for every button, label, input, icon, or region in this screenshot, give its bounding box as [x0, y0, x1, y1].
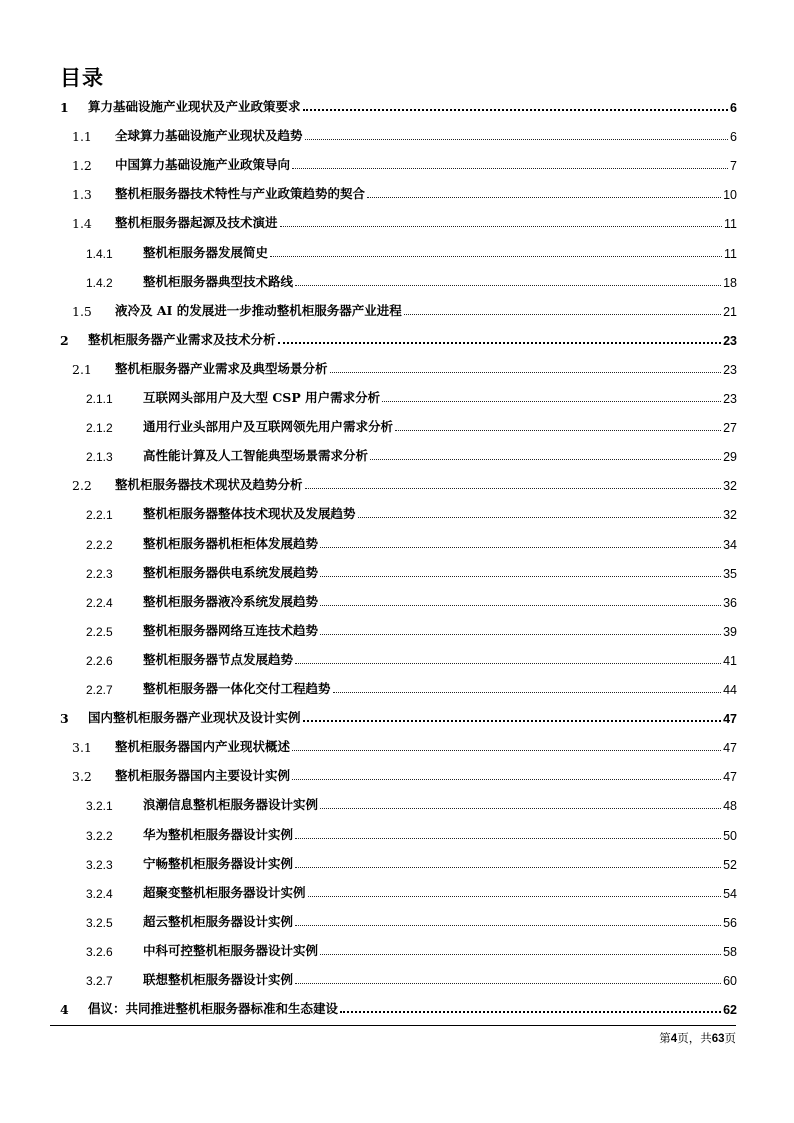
- toc-page-number: 56: [723, 915, 737, 930]
- toc-leader-dots: [320, 576, 721, 577]
- toc-leader-dots: [295, 663, 721, 664]
- toc-entry-number: 1.1: [72, 129, 92, 145]
- toc-leader-dots: [280, 226, 723, 227]
- toc-entry-number: 3.2.1: [86, 799, 113, 814]
- toc-leader-dots: [320, 808, 721, 809]
- toc-leader-dots: [358, 517, 722, 518]
- toc-page-number: 47: [723, 741, 737, 756]
- toc-leader-dots: [308, 896, 722, 897]
- toc-leader-dots: [303, 720, 722, 722]
- toc-entry[interactable]: [60, 997, 737, 1017]
- toc-entry-number: 1.4.2: [86, 275, 113, 290]
- toc-entry-label: 整机柜服务器整体技术现状及发展趋势: [143, 506, 356, 522]
- toc-entry-number: 2.2.2: [86, 537, 113, 552]
- toc-entry-label: 算力基础设施产业现状及产业政策要求: [88, 99, 301, 114]
- toc-entry-label: 倡议：共同推进整机柜服务器标准和生态建设: [88, 1001, 339, 1017]
- toc-entry-label: 液冷及 AI 的发展进一步推动整机柜服务器产业进程: [115, 302, 402, 318]
- toc-entry-label: 中科可控整机柜服务器设计实例: [143, 942, 319, 958]
- toc-entry-label: 通用行业头部用户及互联网领先用户需求分析: [143, 419, 394, 435]
- toc-page-number: 35: [723, 566, 737, 581]
- toc-page-number: 52: [723, 857, 737, 872]
- toc-entry[interactable]: [86, 415, 737, 435]
- toc-title: 目录: [60, 66, 104, 90]
- toc-entry[interactable]: [86, 793, 737, 813]
- toc-entry-number: 2.2.3: [86, 566, 113, 581]
- toc-entry[interactable]: [86, 677, 737, 697]
- toc-entry-number: 3.1: [72, 740, 92, 756]
- toc-leader-dots: [370, 459, 721, 460]
- toc-page-number: 32: [723, 508, 737, 523]
- toc-page-number: 54: [723, 886, 737, 901]
- toc-entry-number: 2.2.6: [86, 653, 113, 668]
- toc-entry[interactable]: [86, 502, 737, 522]
- toc-leader-dots: [295, 983, 721, 984]
- toc-entry-label: 整机柜服务器典型技术路线: [143, 273, 294, 289]
- toc-page-number: 44: [723, 683, 737, 697]
- toc-entry[interactable]: [60, 706, 737, 726]
- toc-entry[interactable]: [86, 852, 737, 872]
- toc-page-number: 23: [723, 392, 737, 406]
- toc-page-number: 39: [723, 624, 737, 639]
- toc-leader-dots: [270, 256, 722, 257]
- toc-leader-dots: [404, 314, 721, 315]
- toc-entry-number: 2.1.1: [86, 392, 113, 406]
- toc-leader-dots: [278, 342, 722, 344]
- toc-entry[interactable]: [86, 823, 737, 843]
- toc-entry-label: 华为整机柜服务器设计实例: [143, 826, 294, 842]
- toc-leader-dots: [295, 867, 721, 868]
- toc-page-number: 48: [723, 799, 737, 814]
- toc-page-number: 47: [723, 712, 737, 727]
- toc-leader-dots: [292, 750, 721, 751]
- toc-page-number: 60: [723, 974, 737, 988]
- toc-page-number: 23: [723, 362, 737, 377]
- toc-leader-dots: [295, 925, 721, 926]
- toc-page-number: 29: [723, 450, 737, 465]
- toc-entry[interactable]: [86, 444, 737, 464]
- toc-leader-dots: [320, 547, 721, 548]
- toc-page-number: 50: [723, 828, 737, 843]
- toc-entry-label: 中国算力基础设施产业政策导向: [115, 157, 291, 173]
- toc-entry[interactable]: [60, 328, 737, 348]
- toc-entry-label: 互联网头部用户及大型 CSP 用户需求分析: [143, 390, 381, 405]
- toc-entry-number: 2.2.1: [86, 508, 113, 523]
- toc-entry-number: 4: [60, 1002, 69, 1018]
- toc-entry[interactable]: [86, 590, 737, 610]
- toc-leader-dots: [330, 372, 722, 373]
- toc-page-number: 21: [723, 304, 737, 319]
- toc-entry-number: 1.4.1: [86, 246, 113, 261]
- toc-leader-dots: [340, 1011, 721, 1013]
- toc-entry[interactable]: [86, 532, 737, 552]
- toc-entry-number: 2: [60, 332, 69, 348]
- toc-entry[interactable]: [86, 968, 737, 988]
- toc-page-number: 11: [724, 246, 737, 261]
- toc-page-number: 34: [723, 537, 737, 552]
- toc-entry[interactable]: [86, 386, 737, 406]
- toc-entry-label: 国内整机柜服务器产业现状及设计实例: [88, 710, 301, 726]
- toc-entry-number: 1.3: [72, 187, 92, 203]
- toc-entry[interactable]: [72, 299, 737, 319]
- toc-leader-dots: [367, 197, 721, 198]
- toc-entry-number: 1: [60, 100, 69, 115]
- footer-suffix: 页: [724, 1031, 736, 1045]
- toc-entry-label: 超聚变整机柜服务器设计实例: [143, 884, 306, 900]
- toc-entry-label: 整机柜服务器一体化交付工程趋势: [143, 681, 331, 696]
- toc-entry[interactable]: [86, 881, 737, 901]
- toc-entry[interactable]: [86, 939, 737, 959]
- toc-entry-label: 整机柜服务器国内产业现状概述: [115, 739, 291, 755]
- toc-entry-number: 3.2.4: [86, 886, 113, 901]
- toc-leader-dots: [333, 692, 722, 693]
- toc-leader-dots: [320, 605, 721, 606]
- toc-entry-number: 1.4: [72, 216, 92, 232]
- toc-page-number: 23: [723, 333, 737, 348]
- toc-entry-number: 2.1.3: [86, 450, 113, 465]
- toc-entry[interactable]: [72, 473, 737, 493]
- toc-entry[interactable]: [72, 124, 737, 144]
- toc-entry-number: 1.2: [72, 158, 92, 174]
- toc-leader-dots: [395, 430, 721, 431]
- footer-middle: 页，共: [677, 1031, 712, 1045]
- toc-entry-label: 联想整机柜服务器设计实例: [143, 972, 294, 987]
- toc-entry[interactable]: [72, 735, 737, 755]
- footer-divider: [50, 1025, 736, 1026]
- toc-entry[interactable]: [72, 153, 737, 173]
- toc-page-number: 62: [723, 1003, 737, 1018]
- toc-page-number: 32: [723, 479, 737, 494]
- toc-entry-label: 整机柜服务器液冷系统发展趋势: [143, 593, 319, 609]
- toc-page-number: 58: [723, 944, 737, 959]
- toc-leader-dots: [305, 139, 729, 140]
- toc-entry[interactable]: [72, 764, 737, 784]
- toc-entry[interactable]: [86, 619, 737, 639]
- toc-entry-label: 整机柜服务器节点发展趋势: [143, 651, 294, 667]
- toc-entry-number: 3.2.2: [86, 828, 113, 843]
- toc-entry-label: 浪潮信息整机柜服务器设计实例: [143, 797, 319, 813]
- toc-entry-number: 3.2.6: [86, 944, 113, 959]
- toc-entry-label: 全球算力基础设施产业现状及趋势: [115, 128, 303, 144]
- toc-entry-number: 3.2.5: [86, 915, 113, 930]
- toc-leader-dots: [382, 401, 721, 402]
- toc-entry[interactable]: [86, 910, 737, 930]
- toc-page-number: 27: [723, 421, 737, 436]
- toc-entry-label: 高性能计算及人工智能典型场景需求分析: [143, 448, 369, 464]
- toc-entry-label: 整机柜服务器技术现状及趋势分析: [115, 477, 303, 493]
- toc-page-number: 6: [730, 101, 737, 115]
- toc-entry-number: 1.5: [72, 303, 92, 319]
- toc-entry-number: 2.2: [72, 478, 92, 494]
- toc-entry[interactable]: [72, 211, 737, 231]
- toc-entry-label: 宁畅整机柜服务器设计实例: [143, 855, 294, 871]
- toc-entry-number: 2.1: [72, 361, 92, 377]
- toc-entry-label: 整机柜服务器发展简史: [143, 244, 269, 260]
- toc-entry[interactable]: [72, 182, 737, 202]
- toc-leader-dots: [305, 488, 722, 489]
- toc-page-number: 18: [723, 275, 737, 290]
- toc-page-number: 6: [730, 130, 737, 145]
- toc-entry-number: 2.2.7: [86, 683, 113, 697]
- toc-entry-label: 整机柜服务器机柜柜体发展趋势: [143, 535, 319, 551]
- toc-page-number: 10: [723, 188, 737, 203]
- toc-leader-dots: [295, 285, 721, 286]
- toc-leader-dots: [320, 634, 721, 635]
- toc-entry-number: 3.2.3: [86, 857, 113, 872]
- toc-entry-label: 整机柜服务器起源及技术演进: [115, 215, 278, 231]
- toc-entry-number: 2.2.5: [86, 624, 113, 639]
- toc-page-number: 41: [723, 653, 737, 668]
- footer-prefix: 第: [659, 1031, 671, 1045]
- toc-entry[interactable]: [86, 648, 737, 668]
- toc-entry[interactable]: [60, 95, 737, 115]
- toc-entry-label: 整机柜服务器网络互连技术趋势: [143, 622, 319, 638]
- toc-entry-label: 整机柜服务器技术特性与产业政策趋势的契合: [115, 186, 366, 202]
- toc-leader-dots: [320, 954, 721, 955]
- toc-page-number: 36: [723, 595, 737, 610]
- toc-entry-number: 2.1.2: [86, 421, 113, 436]
- toc-entry-label: 整机柜服务器供电系统发展趋势: [143, 564, 319, 580]
- toc-entry-label: 整机柜服务器产业需求及技术分析: [88, 331, 276, 347]
- toc-entry-label: 整机柜服务器国内主要设计实例: [115, 768, 291, 784]
- toc-entry-number: 3.2: [72, 769, 92, 785]
- toc-leader-dots: [295, 838, 721, 839]
- toc-entry-number: 2.2.4: [86, 595, 113, 610]
- toc-entry[interactable]: [86, 241, 737, 261]
- toc-entry-number: 3: [60, 711, 69, 727]
- page-footer: [659, 1030, 736, 1046]
- toc-entry[interactable]: [86, 270, 737, 290]
- toc-page-number: 47: [723, 770, 737, 785]
- toc-leader-dots: [292, 779, 721, 780]
- toc-entry[interactable]: [86, 561, 737, 581]
- toc-leader-dots: [292, 168, 728, 169]
- toc-entry[interactable]: [72, 357, 737, 377]
- toc-entry-number: 3.2.7: [86, 974, 113, 988]
- toc-entry-label: 超云整机柜服务器设计实例: [143, 913, 294, 929]
- footer-total-pages: 63: [711, 1033, 725, 1045]
- toc-leader-dots: [303, 109, 729, 111]
- footer-current-page: 4: [670, 1033, 678, 1045]
- toc-entry-label: 整机柜服务器产业需求及典型场景分析: [115, 360, 328, 376]
- toc-page-number: 7: [730, 159, 737, 174]
- toc-page-number: 11: [724, 217, 737, 232]
